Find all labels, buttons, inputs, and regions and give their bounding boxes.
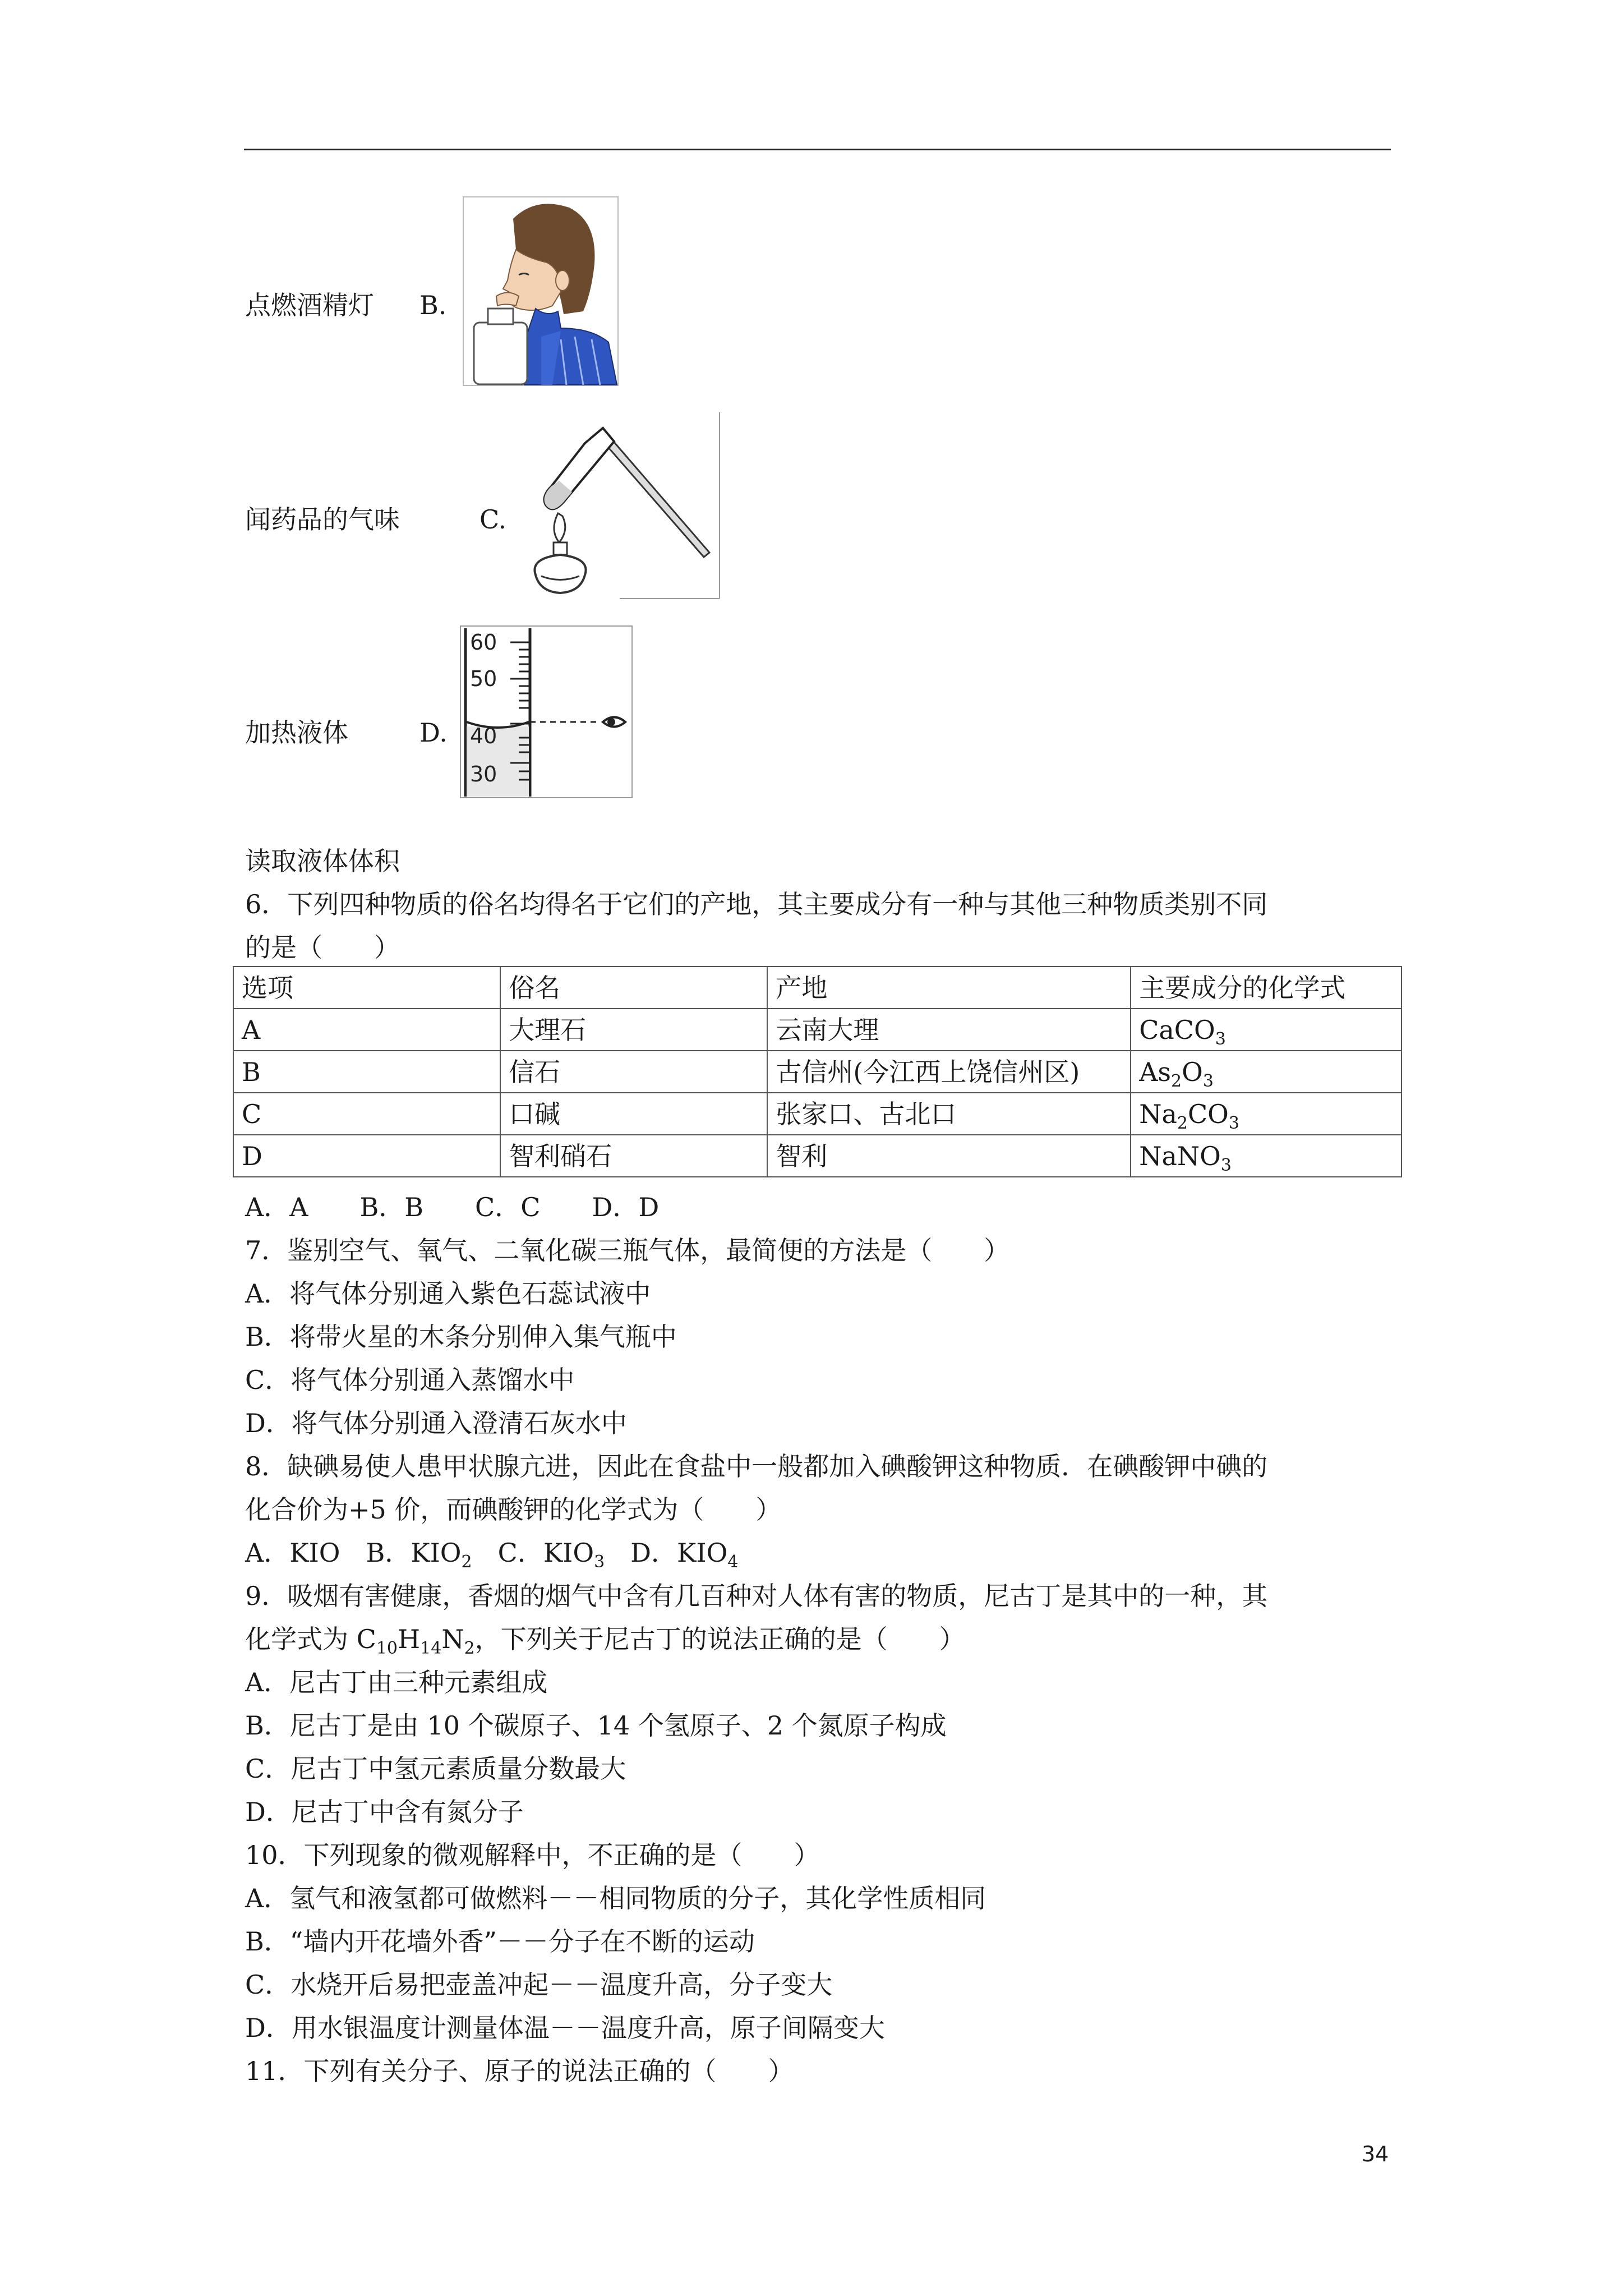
- cylinder-tick-60: 60: [470, 630, 497, 655]
- q8-option-a: A．KIO: [245, 1538, 366, 1568]
- q8-option-d: D．KIO: [630, 1538, 728, 1568]
- q8-stem-line1: 8．缺碘易使人患甲状腺亢进，因此在食盐中一般都加入碘酸钾这种物质．在碘酸钾中碘的: [245, 1451, 1268, 1481]
- formula-subscript: 10: [376, 1639, 398, 1658]
- q9-stem-line2: [245, 1622, 965, 1656]
- q5-option-c-letter: C.: [479, 504, 507, 535]
- header-rule: [244, 149, 1391, 150]
- q8-option-c: C．KIO: [497, 1538, 594, 1568]
- text-part: H: [398, 1624, 421, 1654]
- table-cell-origin: 古信州(今江西上饶信州区): [767, 1051, 1131, 1093]
- q5-option-c-caption: 加热液体: [245, 717, 348, 748]
- q10-option-a: A．氢气和液氢都可做燃料－－相同物质的分子，其化学性质相同: [245, 1883, 986, 1913]
- formula-subscript: 3: [1220, 1155, 1232, 1175]
- formula-part: As: [1139, 1056, 1172, 1087]
- q5-option-a-caption: 点燃酒精灯: [245, 290, 374, 320]
- q7-option-d: D．将气体分别通入澄清石灰水中: [245, 1408, 627, 1438]
- q7-option-b: B．将带火星的木条分别伸入集气瓶中: [245, 1322, 677, 1352]
- table-cell-option: B: [233, 1051, 500, 1093]
- text-part: ，下列关于尼古丁的说法正确的是（ ）: [474, 1624, 965, 1654]
- formula-subscript: 3: [594, 1552, 605, 1572]
- heating-liquid-figure: [519, 412, 723, 600]
- q9-option-a: A．尼古丁由三种元素组成: [245, 1667, 548, 1697]
- table-row: [233, 1093, 1401, 1135]
- formula-part: Na: [1139, 1098, 1177, 1129]
- q6-stem-line2: 的是（ ）: [245, 932, 400, 963]
- formula-subscript: 3: [1202, 1071, 1214, 1091]
- q5-option-d-letter: D.: [419, 717, 448, 748]
- q7-option-c: C．将气体分别通入蒸馏水中: [245, 1365, 575, 1395]
- table-cell-formula: [1131, 1135, 1401, 1177]
- table-cell-name: 智利硝石: [500, 1135, 767, 1177]
- spacer: [605, 1538, 630, 1568]
- formula-part: NaNO: [1139, 1140, 1221, 1171]
- table-cell-origin: 云南大理: [767, 1009, 1131, 1051]
- text-part: N: [441, 1624, 464, 1654]
- formula-subscript: 2: [461, 1552, 472, 1572]
- table-row: [233, 1135, 1401, 1177]
- page-number: 34: [1362, 2142, 1389, 2166]
- q10-option-b: B．“墙内开花墙外香”－－分子在不断的运动: [245, 1926, 755, 1957]
- table-cell-formula: [1131, 1051, 1401, 1093]
- cylinder-tick-30: 30: [470, 762, 497, 786]
- formula-subscript: 14: [420, 1639, 442, 1658]
- cylinder-tick-40: 40: [470, 724, 497, 748]
- formula-subscript: 3: [1215, 1029, 1226, 1049]
- q6-stem-line1: 6．下列四种物质的俗名均得名于它们的产地，其主要成分有一种与其他三种物质类别不同: [245, 889, 1268, 919]
- text-part: 化学式为 C: [245, 1624, 376, 1654]
- table-cell-option: D: [233, 1135, 500, 1177]
- q5-option-d-caption: 读取液体体积: [245, 846, 400, 876]
- table-header-row: [233, 967, 1401, 1009]
- formula-part: CO: [1187, 1098, 1229, 1129]
- table-cell-option: A: [233, 1009, 500, 1051]
- table-cell-origin: 张家口、古北口: [767, 1093, 1131, 1135]
- table-cell-name: 信石: [500, 1051, 767, 1093]
- q8-options: [245, 1536, 738, 1570]
- q10-option-c: C．水烧开后易把壶盖冲起－－温度升高，分子变大: [245, 1970, 833, 2000]
- q9-option-c: C．尼古丁中氢元素质量分数最大: [245, 1754, 626, 1784]
- q5-option-b-letter: B.: [419, 290, 447, 320]
- table-header-cell: 主要成分的化学式: [1131, 967, 1401, 1009]
- formula-subscript: 3: [1228, 1113, 1239, 1133]
- table-cell-option: C: [233, 1093, 500, 1135]
- table-header-cell: 产地: [767, 967, 1131, 1009]
- q8-stem-line2: 化合价为+5 价，而碘酸钾的化学式为（ ）: [245, 1494, 782, 1525]
- formula-subscript: 2: [1171, 1071, 1182, 1091]
- smelling-figure: [463, 196, 620, 387]
- q10-stem: 10．下列现象的微观解释中，不正确的是（ ）: [245, 1840, 820, 1870]
- table-cell-name: 口碱: [500, 1093, 767, 1135]
- formula-subscript: 4: [727, 1552, 739, 1572]
- table-row: [233, 1009, 1401, 1051]
- q6-answers: A．A B．B C．C D．D: [245, 1192, 660, 1222]
- formula-part: O: [1182, 1056, 1203, 1087]
- formula-part: CaCO: [1139, 1014, 1215, 1045]
- table-row: [233, 1051, 1401, 1093]
- q10-option-d: D．用水银温度计测量体温－－温度升高，原子间隔变大: [245, 2013, 885, 2043]
- q9-option-d: D．尼古丁中含有氮分子: [245, 1797, 524, 1827]
- q9-option-b: B．尼古丁是由 10 个碳原子、14 个氢原子、2 个氮原子构成: [245, 1710, 947, 1741]
- table-cell-name: 大理石: [500, 1009, 767, 1051]
- q8-option-b: B．KIO: [366, 1538, 462, 1568]
- table-cell-formula: [1131, 1009, 1401, 1051]
- table-cell-formula: [1131, 1093, 1401, 1135]
- q7-option-a: A．将气体分别通入紫色石蕊试液中: [245, 1278, 651, 1309]
- formula-subscript: 2: [1177, 1113, 1188, 1133]
- spacer: [472, 1538, 498, 1568]
- table-cell-origin: 智利: [767, 1135, 1131, 1177]
- table-header-cell: 选项: [233, 967, 500, 1009]
- q6-table: [233, 966, 1402, 1177]
- table-header-cell: 俗名: [500, 967, 767, 1009]
- graduated-cylinder-figure: [460, 625, 634, 799]
- q9-stem-line1: 9．吸烟有害健康，香烟的烟气中含有几百种对人体有害的物质，尼古丁是其中的一种，其: [245, 1581, 1268, 1611]
- formula-subscript: 2: [464, 1639, 475, 1658]
- q11-stem: 11．下列有关分子、原子的说法正确的（ ）: [245, 2056, 794, 2086]
- cylinder-tick-50: 50: [470, 666, 497, 691]
- q5-option-b-caption: 闻药品的气味: [245, 504, 400, 535]
- q7-stem: 7．鉴别空气、氧气、二氧化碳三瓶气体，最简便的方法是（ ）: [245, 1235, 1010, 1266]
